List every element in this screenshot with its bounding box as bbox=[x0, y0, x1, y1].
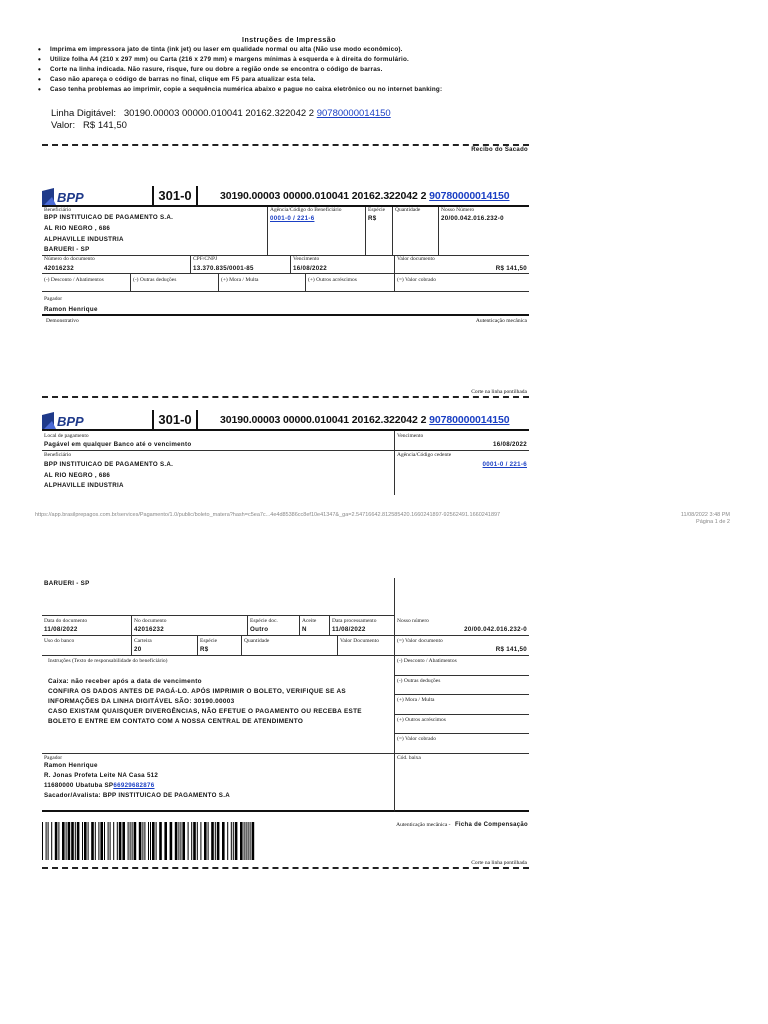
barcode-bar bbox=[217, 822, 220, 860]
instructions-title: Instruções de Impressão bbox=[242, 37, 336, 44]
barcode-bar bbox=[182, 822, 185, 860]
barcode-bar bbox=[51, 822, 52, 860]
barcode-bar bbox=[110, 822, 111, 860]
barcode-bar bbox=[95, 822, 96, 860]
bullet-icon: • bbox=[38, 85, 42, 94]
quantidade: Quantidade bbox=[241, 636, 337, 656]
barcode-bar bbox=[82, 822, 83, 860]
barcode-bar bbox=[178, 822, 179, 860]
page2-cidade: BARUERI - SP bbox=[42, 578, 394, 616]
recibo-valor-cobrado: (=) Valor cobrado bbox=[394, 274, 529, 292]
data-processamento: Data processamento 11/08/2022 bbox=[329, 616, 394, 636]
linha-digitavel-line bbox=[51, 108, 391, 119]
barcode-bar bbox=[134, 822, 137, 860]
barcode-bar bbox=[204, 822, 207, 860]
barcode-bar bbox=[58, 822, 59, 860]
barcode-bar bbox=[104, 822, 105, 860]
recibo-label: Recibo do Sacado bbox=[471, 147, 528, 153]
autenticacao-label: Autenticação mecânica bbox=[475, 318, 527, 324]
recibo-outras-deducoes: (-) Outras deduções bbox=[130, 274, 218, 292]
barcode-bar bbox=[119, 822, 122, 860]
p2-outros-acrescimos: (+) Outros acréscimos bbox=[394, 715, 529, 734]
demonstrativo-label: Demonstrativo bbox=[46, 318, 79, 324]
barcode-bar bbox=[100, 822, 103, 860]
recibo-num-doc: Número do documento 42016232 bbox=[42, 256, 190, 274]
barcode-bar bbox=[122, 822, 125, 860]
barcode-bar bbox=[91, 822, 94, 860]
bank-code: 301-0 bbox=[152, 410, 198, 431]
p2-desconto: (-) Desconto / Abatimentos bbox=[394, 656, 529, 676]
barcode-bar bbox=[88, 822, 89, 860]
barcode-bar bbox=[222, 822, 225, 860]
footer-url: https://app.brasilprepagos.com.br/services/Pagamento/1.0/public/boleto_matera?hash=c5ea7c...4e4d85386cc8ef10e41347&_ga=2.54716642.812585420.1660241897-92562491.1660241897 bbox=[35, 512, 501, 518]
pagador-doc-link[interactable]: 66929682876 bbox=[113, 782, 155, 789]
barcode-bar bbox=[193, 822, 196, 860]
barcode-bar bbox=[68, 822, 71, 860]
ficha-compensacao-label: Ficha de Compensação bbox=[454, 822, 528, 828]
especie: Espécie R$ bbox=[197, 636, 241, 656]
barcode-bar bbox=[150, 822, 151, 860]
header-linha-link[interactable]: 90780000014150 bbox=[429, 414, 510, 426]
instruction-item: • Caso tenha problemas ao imprimir, copie a sequência numérica abaixo e pague no caixa eletrônico ou no internet banking: bbox=[38, 85, 443, 94]
p2-valor-cobrado: (=) Valor cobrado bbox=[394, 734, 529, 754]
barcode-bar bbox=[231, 822, 232, 860]
barcode-bar bbox=[200, 822, 201, 860]
barcode-bar bbox=[62, 822, 65, 860]
ficha-agencia: Agência/Código cedente 0001-0 / 221-6 bbox=[394, 451, 529, 495]
barcode-bar bbox=[46, 822, 47, 860]
svg-text:BPP: BPP bbox=[57, 190, 84, 205]
svg-text:BPP: BPP bbox=[57, 414, 84, 429]
barcode-bar bbox=[170, 822, 173, 860]
ficha-footer bbox=[396, 813, 528, 831]
barcode-bar bbox=[246, 822, 247, 860]
recibo-especie: Espécie R$ bbox=[365, 207, 392, 256]
barcode-bar bbox=[84, 822, 87, 860]
barcode-bar bbox=[227, 822, 228, 860]
header-linha-link[interactable]: 90780000014150 bbox=[429, 190, 510, 202]
barcode-bar bbox=[139, 822, 142, 860]
bank-header bbox=[42, 186, 529, 207]
barcode-bar bbox=[42, 822, 43, 860]
barcode-bar bbox=[77, 822, 80, 860]
footer-page: Página 1 de 2 bbox=[696, 519, 730, 525]
corte-label: Corte na linha pontilhada bbox=[471, 860, 527, 866]
barcode-bar bbox=[130, 822, 131, 860]
recibo-vencimento: Vencimento 16/08/2022 bbox=[290, 256, 394, 274]
cut-line bbox=[42, 396, 529, 398]
barcode-bar bbox=[208, 822, 209, 860]
no-documento: No documento 42016232 bbox=[131, 616, 247, 636]
ficha-beneficiario: Beneficiário BPP INSTITUICAO DE PAGAMENTO S.A. AL RIO NEGRO , 686 ALPHAVILLE INDUSTRIA bbox=[44, 452, 174, 489]
recibo-desconto: (-) Desconto / Abatimentos bbox=[42, 274, 130, 292]
bank-code: 301-0 bbox=[152, 186, 198, 207]
barcode-bar bbox=[144, 822, 145, 860]
barcode-bar bbox=[117, 822, 118, 860]
barcode-bar bbox=[108, 822, 109, 860]
valor-line bbox=[51, 120, 127, 131]
recibo-agencia: Agência/Código do Beneficiário 0001-0 / 221-6 bbox=[267, 207, 365, 256]
barcode-bar bbox=[244, 822, 245, 860]
autenticacao-mecanica-label: Autenticação mecânica - bbox=[396, 822, 451, 828]
barcode-bar bbox=[197, 822, 198, 860]
linha-digitavel-label: Linha Digitável: bbox=[51, 108, 116, 119]
barcode-bar bbox=[233, 822, 234, 860]
agencia-link[interactable]: 0001-0 / 221-6 bbox=[270, 215, 315, 222]
page2-right-blank bbox=[394, 578, 529, 616]
barcode-bar bbox=[240, 822, 243, 860]
bank-header bbox=[42, 410, 529, 431]
barcode-bar bbox=[180, 822, 181, 860]
instrucoes-box: Instruções (Texto de responsabilidade do beneficiário) Caixa: não receber após a data de vencimento CONFIRA OS DADOS ANTES DE PAGÁ-LO. APÓS IMPRIMIR O BOLETO, VERIFIQUE SE AS INFORMAÇÕES DA LINHA DIGITÁVEL SÃO: 30190.00003 CASO EXISTAM QUAISQUER DIVERGÊNCIAS, NÃO EFETUE O PAGAMENTO OU RECEBA ESTE BOLETO E ENTRE EM CONTATO COM A NOSSA CENTRAL DE ATENDIMENTO bbox=[42, 656, 394, 754]
barcode-bar bbox=[235, 822, 238, 860]
data-documento: Data do documento 11/08/2022 bbox=[42, 616, 131, 636]
especie-doc: Espécie doc. Outro bbox=[247, 616, 299, 636]
footer-date bbox=[681, 512, 730, 526]
instruction-item: • Utilize folha A4 (210 x 297 mm) ou Carta (216 x 279 mm) e margens mínimas à esquerda e à direita do formulário. bbox=[38, 55, 409, 64]
p2-outras-deducoes: (-) Outras deduções bbox=[394, 676, 529, 695]
barcode-bar bbox=[148, 822, 149, 860]
barcode-bar bbox=[159, 822, 162, 860]
cod-baixa: Cód. baixa bbox=[394, 754, 529, 812]
ficha-vencimento: Vencimento 16/08/2022 bbox=[394, 431, 529, 451]
barcode-bar bbox=[128, 822, 129, 860]
barcode-bar bbox=[215, 822, 216, 860]
barcode-bar bbox=[252, 822, 255, 860]
instruction-item: • Caso não apareça o código de barras no final, clique em F5 para atualizar esta tela. bbox=[38, 75, 316, 84]
barcode-bar bbox=[132, 822, 133, 860]
instruction-item: • Corte na linha indicada. Não rasure, risque, fure ou dobre a região onde se encontra o código de barras. bbox=[38, 65, 383, 74]
barcode-bar bbox=[48, 822, 49, 860]
barcode-bar bbox=[175, 822, 178, 860]
footer-datetime: 11/08/2022 3:48 PM bbox=[680, 512, 730, 518]
barcode-bar bbox=[248, 822, 249, 860]
bpp-logo-icon bbox=[42, 412, 102, 429]
barcode-bar bbox=[250, 822, 251, 860]
uso-banco: Uso do banco bbox=[42, 636, 131, 656]
linha-digitavel-link[interactable]: 90780000014150 bbox=[316, 108, 391, 119]
header-linha-digitavel: 30190.00003 00000.010041 20162.322042 2 90780000014150 bbox=[220, 414, 510, 426]
barcode-bar bbox=[211, 822, 214, 860]
barcode-bar bbox=[55, 822, 58, 860]
bullet-icon: • bbox=[38, 55, 42, 64]
barcode-bar bbox=[156, 822, 157, 860]
agencia-link[interactable]: 0001-0 / 221-6 bbox=[482, 461, 527, 468]
corte-label: Corte na linha pontilhada bbox=[471, 389, 527, 395]
barcode-bar bbox=[188, 822, 189, 860]
p2-pagador: Pagador Ramon Henrique R. Jonas Profeta Leite NA Casa 512 11680000 Ubatuba SP66929682876 Sacador/Avalista: BPP INSTITUICAO DE PAGAMENTO S.A bbox=[42, 754, 394, 812]
aceite: Aceite N bbox=[299, 616, 329, 636]
local-pagamento: Local de pagamento Pagável em qualquer Banco até o vencimento bbox=[42, 431, 394, 451]
valor-value: R$ 141,50 bbox=[83, 120, 127, 131]
bullet-icon: • bbox=[38, 65, 42, 74]
barcode-bar bbox=[164, 822, 167, 860]
cut-line bbox=[42, 144, 529, 146]
carteira: Carteira 20 bbox=[131, 636, 197, 656]
linha-digitavel-value: 30190.00003 00000.010041 20162.322042 2 bbox=[123, 108, 315, 119]
valor-documento-cell: Valor Documento bbox=[337, 636, 394, 656]
recibo-mora: (+) Mora / Multa bbox=[218, 274, 305, 292]
cut-line bbox=[42, 867, 529, 869]
recibo-outros-acrescimos: (+) Outros acréscimos bbox=[305, 274, 394, 292]
bullet-icon: • bbox=[38, 45, 42, 54]
recibo-valor-documento: Valor documento R$ 141,50 bbox=[394, 256, 529, 274]
recibo-cpf: CPF/CNPJ 13.370.835/0001-85 bbox=[190, 256, 290, 274]
barcode-bar bbox=[191, 822, 192, 860]
barcode-bar bbox=[152, 822, 155, 860]
recibo-quantidade: Quantidade bbox=[392, 207, 438, 256]
instructions-list bbox=[38, 45, 558, 95]
recibo-nosso-numero: Nosso Número 20/00.042.016.232-0 bbox=[438, 207, 529, 256]
recibo-beneficiario: Beneficiário BPP INSTITUICAO DE PAGAMENTO S.A. AL RIO NEGRO , 686 ALPHAVILLE INDUSTRIA BARUERI - SP bbox=[42, 207, 267, 256]
barcode-bar bbox=[98, 822, 99, 860]
valor-label: Valor: bbox=[51, 120, 76, 131]
barcode-bar bbox=[71, 822, 74, 860]
nosso-numero: Nosso número 20/00.042.016.232-0 bbox=[394, 616, 529, 636]
barcode-bar bbox=[75, 822, 76, 860]
bullet-icon: • bbox=[38, 75, 42, 84]
bpp-logo-icon bbox=[42, 188, 102, 205]
header-linha-digitavel: 30190.00003 00000.010041 20162.322042 2 90780000014150 bbox=[220, 190, 510, 202]
barcode-bar bbox=[142, 822, 143, 860]
barcode-bar bbox=[113, 822, 114, 860]
instruction-item: • Imprima em impressora jato de tinta (ink jet) ou laser em qualidade normal ou alta (Não use modo econômico). bbox=[38, 45, 403, 54]
valor-documento: (=) Valor documento R$ 141,50 bbox=[394, 636, 529, 656]
p2-mora: (+) Mora / Multa bbox=[394, 695, 529, 715]
barcode bbox=[42, 822, 256, 860]
barcode-bar bbox=[66, 822, 67, 860]
recibo-pagador: Pagador Ramon Henrique bbox=[42, 292, 529, 316]
